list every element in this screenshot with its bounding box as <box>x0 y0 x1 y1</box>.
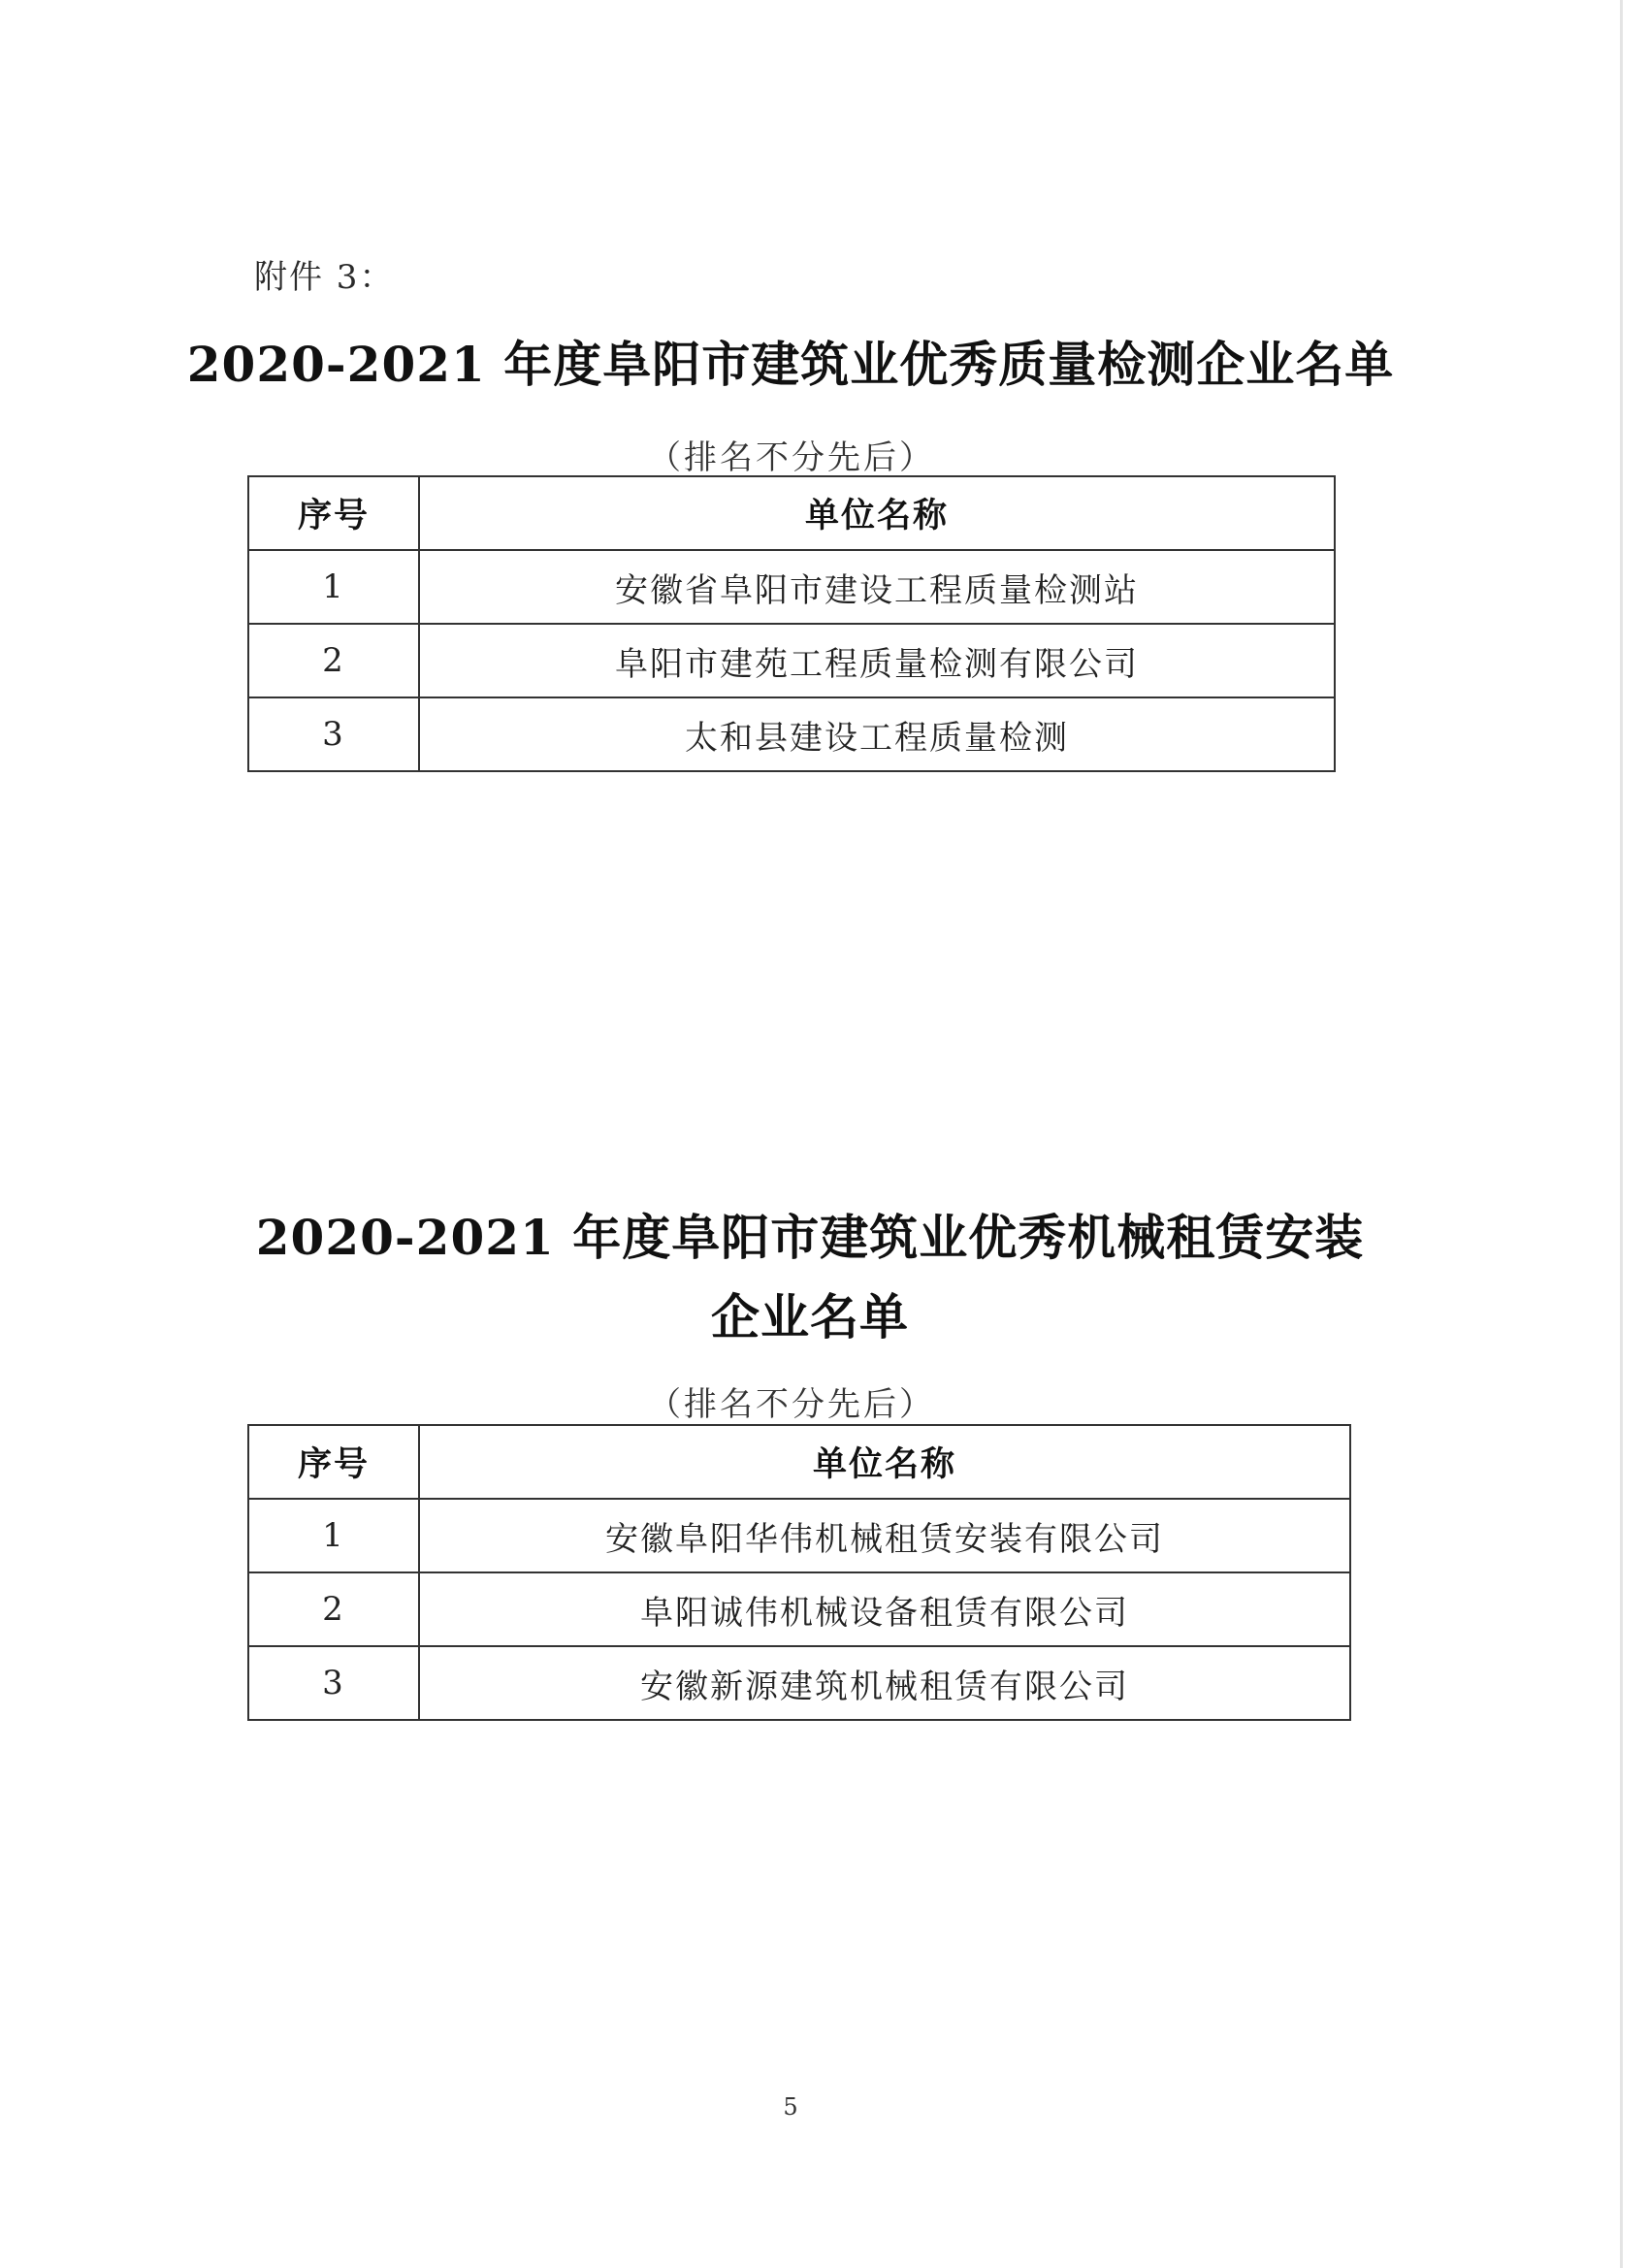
row-name: 安徽省阜阳市建设工程质量检测站 <box>419 550 1335 624</box>
page-number: 5 <box>783 2093 798 2121</box>
section2-subtitle: （排名不分先后） <box>648 1385 935 1424</box>
table-row <box>248 624 1335 697</box>
table-row <box>248 1499 1350 1572</box>
row-index: 1 <box>248 550 419 624</box>
section2-title-line2: 企业名单 <box>711 1288 909 1345</box>
row-index: 1 <box>248 1499 419 1572</box>
row-index: 3 <box>248 697 419 771</box>
row-name: 安徽阜阳华伟机械租赁安装有限公司 <box>419 1499 1350 1572</box>
quality-testing-table <box>247 475 1336 772</box>
header-name: 单位名称 <box>419 476 1335 550</box>
row-index: 2 <box>248 624 419 697</box>
table-row <box>248 1572 1350 1646</box>
row-index: 2 <box>248 1572 419 1646</box>
table-row <box>248 550 1335 624</box>
section1-subtitle: （排名不分先后） <box>648 438 935 477</box>
section2-title-line1: 2020-2021 年度阜阳市建筑业优秀机械租赁安装 <box>255 1209 1365 1266</box>
table-header-row <box>248 476 1335 550</box>
table-header-row <box>248 1425 1350 1499</box>
header-index: 序号 <box>248 476 419 550</box>
table-row <box>248 697 1335 771</box>
row-index: 3 <box>248 1646 419 1720</box>
machinery-rental-table <box>247 1424 1351 1721</box>
attachment-label: 附件 3： <box>254 258 395 297</box>
header-name: 单位名称 <box>419 1425 1350 1499</box>
row-name: 太和县建设工程质量检测 <box>419 697 1335 771</box>
section1-title: 2020-2021 年度阜阳市建筑业优秀质量检测企业名单 <box>186 336 1395 393</box>
header-index: 序号 <box>248 1425 419 1499</box>
row-name: 阜阳诚伟机械设备租赁有限公司 <box>419 1572 1350 1646</box>
row-name: 阜阳市建苑工程质量检测有限公司 <box>419 624 1335 697</box>
table-row <box>248 1646 1350 1720</box>
row-name: 安徽新源建筑机械租赁有限公司 <box>419 1646 1350 1720</box>
scan-edge <box>1620 0 1623 2268</box>
